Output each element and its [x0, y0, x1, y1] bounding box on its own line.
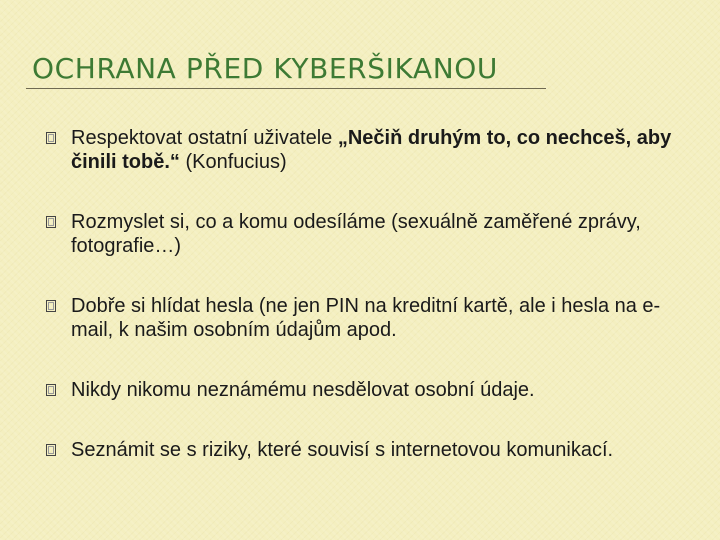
confucius-quote: „Nečiň druhým to, co nechceš, aby činili tobě.“: [71, 127, 672, 173]
bullet-item-think-before-sending: [46, 210, 696, 258]
quote-author: (Konfucius): [179, 151, 287, 173]
bullet-text: Rozmyslet si, co a komu odesíláme (sexuálně zaměřené zprávy, fotografie…): [71, 211, 641, 257]
title-underline: [26, 88, 546, 89]
bullet-box-icon: [46, 132, 56, 144]
bullet-text: Seznámit se s riziky, které souvisí s internetovou komunikací.: [71, 439, 614, 461]
bullet-item-passwords: [46, 294, 696, 342]
bullet-box-icon: [46, 384, 56, 396]
bullet-text: Dobře si hlídat hesla (ne jen PIN na kreditní kartě, ale i hesla na e-mail, k našim osobním údajům apod.: [71, 295, 661, 341]
bullet-text: Respektovat ostatní uživatele: [71, 127, 338, 149]
bullet-item-personal-data: [46, 378, 696, 402]
bullet-box-icon: [46, 444, 56, 456]
bullet-item-risks: [46, 438, 696, 462]
bullet-box-icon: [46, 300, 56, 312]
bullet-item-respect: [46, 126, 696, 174]
bullet-box-icon: [46, 216, 56, 228]
bullet-list: [46, 126, 696, 498]
bullet-text: Nikdy nikomu neznámému nesdělovat osobní údaje.: [71, 379, 535, 401]
slide-title: OCHRANA PŘED KYBERŠIKANOU: [32, 52, 498, 85]
